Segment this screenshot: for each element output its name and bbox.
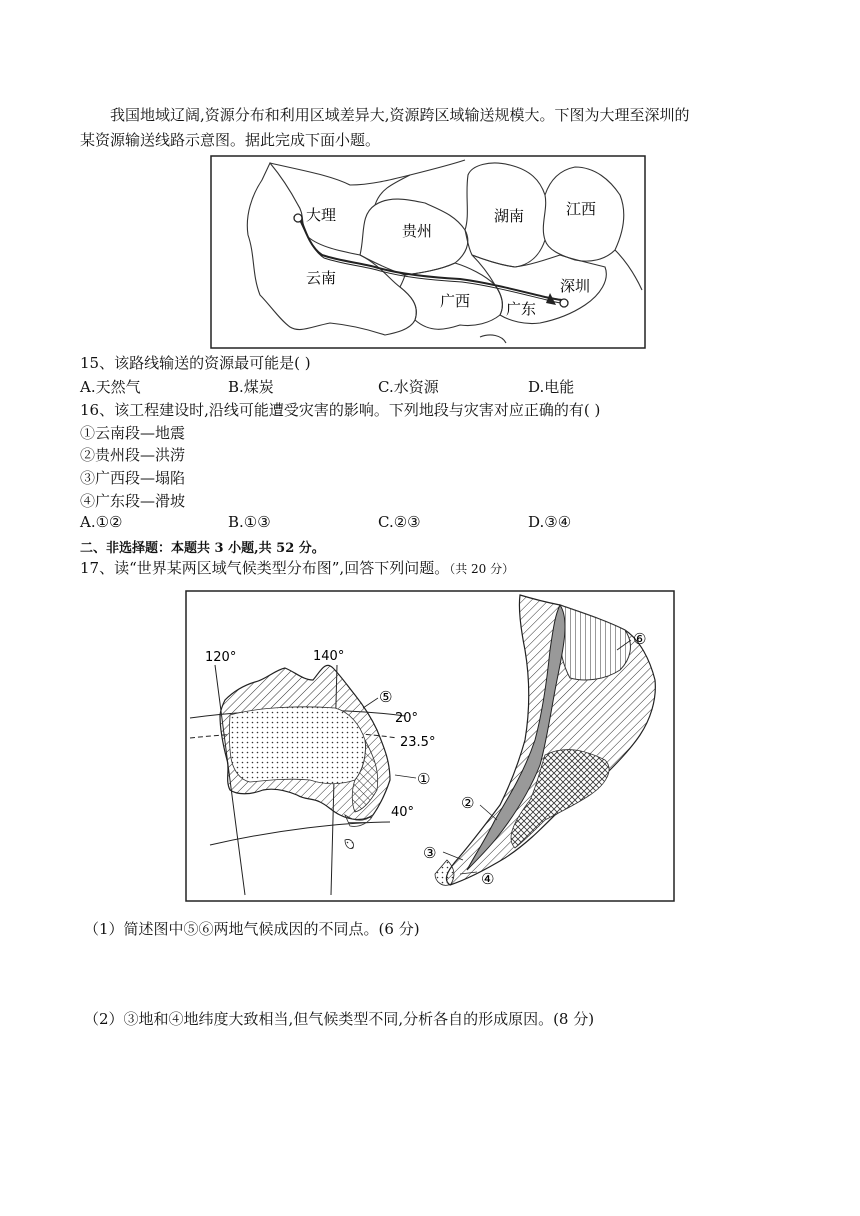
intro-line-1: 我国地域辽阔,资源分布和利用区域差异大,资源跨区域输送规模大。下图为大理至深圳的 (110, 106, 690, 124)
lon-label-120: 120° (205, 650, 237, 665)
label-guangdong: 广东 (506, 300, 537, 318)
q16-stem: 16、该工程建设时,沿线可能遭受灾害的影响。下列地段与灾害对应正确的有( ) (80, 401, 601, 419)
q16-option-b[interactable]: B.①③ (228, 513, 271, 531)
marker-1: ① (417, 770, 431, 788)
label-jiangxi: 江西 (566, 200, 597, 218)
q16-option-c[interactable]: C.②③ (378, 513, 421, 531)
intro-line-2: 某资源输送线路示意图。据此完成下面小题。 (80, 131, 381, 149)
q15-option-d[interactable]: D.电能 (528, 378, 575, 396)
label-shenzhen: 深圳 (560, 277, 591, 295)
marker-3: ③ (423, 844, 437, 862)
label-guangxi: 广西 (440, 292, 471, 310)
dali-point (294, 214, 302, 222)
marker-5: ⑤ (379, 688, 393, 706)
q15-option-b[interactable]: B.煤炭 (228, 378, 274, 396)
q16-item-4: ④广东段—滑坡 (80, 492, 186, 510)
label-dali: 大理 (306, 206, 337, 224)
q17-stem (80, 557, 514, 578)
q15-option-c[interactable]: C.水资源 (378, 378, 439, 396)
lat-label-40: 40° (391, 805, 415, 820)
shenzhen-point (560, 299, 568, 307)
map-frame (211, 156, 645, 348)
marker-6: ⑥ (633, 630, 647, 648)
q15-option-a[interactable]: A.天然气 (80, 378, 141, 396)
q17-score: （共 20 分） (449, 562, 515, 576)
label-yunnan: 云南 (306, 269, 337, 287)
q16-item-1: ①云南段—地震 (80, 424, 186, 442)
label-guizhou: 贵州 (402, 222, 433, 240)
q17-sub-1: （1）简述图中⑤⑥两地气候成因的不同点。(6 分) (84, 920, 420, 938)
q16-option-a[interactable]: A.①② (80, 513, 123, 531)
label-hunan: 湖南 (494, 207, 525, 225)
lat-label-23-5: 23.5° (400, 735, 436, 750)
q17-sub-2: （2）③地和④地纬度大致相当,但气候类型不同,分析各自的形成原因。(8 分) (84, 1010, 595, 1028)
q16-option-d[interactable]: D.③④ (528, 513, 572, 531)
resource-route-map (210, 155, 646, 349)
marker-4: ④ (481, 870, 495, 888)
climate-type-map (185, 590, 675, 902)
lon-label-140: 140° (313, 649, 345, 664)
q17-stem-text: 17、读“世界某两区域气候类型分布图”,回答下列问题。 (80, 559, 450, 577)
marker-2: ② (461, 794, 475, 812)
section-heading: 二、非选择题：本题共 3 小题,共 52 分。 (80, 541, 325, 556)
q16-item-3: ③广西段—塌陷 (80, 469, 186, 487)
q16-item-2: ②贵州段—洪涝 (80, 446, 186, 464)
lat-label-20: 20° (395, 711, 419, 726)
q15-stem: 15、该路线输送的资源最可能是( ) (80, 354, 311, 372)
